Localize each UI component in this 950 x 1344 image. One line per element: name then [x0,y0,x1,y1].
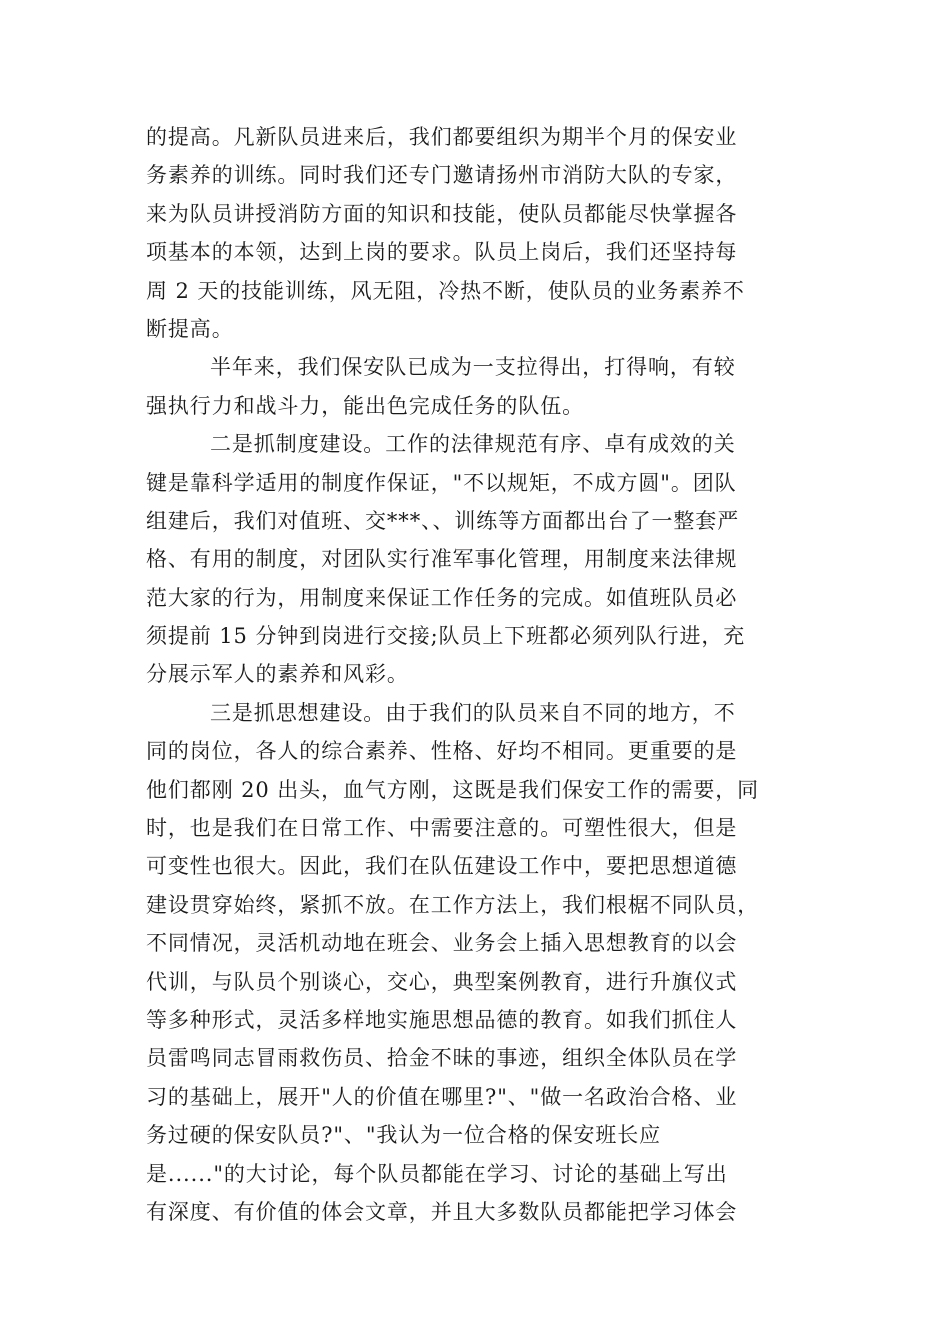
text-line: 的提高。凡新队员进来后，我们都要组织为期半个月的保安业 [146,125,738,149]
text-line: 来为队员讲授消防方面的知识和技能，使队员都能尽快掌握各 [146,201,738,226]
text-line: 务过硬的保安队员?"、"我认为一位合格的保安班长应 [146,1123,662,1148]
text-line: 断提高。 [146,316,234,341]
text-line: 有深度、有价值的体会文章，并且大多数队员都能把学习体会 [146,1199,738,1224]
text-line: 是......"的大讨论，每个队员都能在学习、讨论的基础上写出 [146,1161,728,1186]
text-line: 他们都刚 20 出头，血气方刚，这既是我们保安工作的需要，同 [146,777,760,802]
text-line: 不同情况，灵活机动地在班会、业务会上插入思想教育的以会 [146,931,738,956]
text-line: 时，也是我们在日常工作、中需要注意的。可塑性很大，但是 [146,816,738,841]
text-line: 员雷鸣同志冒雨救伤员、拾金不昧的事迹，组织全体队员在学 [146,1046,738,1071]
text-line: 强执行力和战斗力，能出色完成任务的队伍。 [146,393,584,418]
text-line: 须提前 15 分钟到岗进行交接;队员上下班都必须列队行进，充 [146,624,746,649]
paragraph-start-line: 三是抓思想建设。由于我们的队员来自不同的地方，不 [210,700,736,725]
text-line: 项基本的本领，达到上岗的要求。队员上岗后，我们还坚持每 [146,240,738,265]
text-line: 组建后，我们对值班、交***、、训练等方面都出台了一整套严 [146,508,740,533]
text-line: 周 2 天的技能训练，风无阻，冷热不断，使队员的业务素养不 [146,278,745,303]
paragraph-start-line: 半年来，我们保安队已成为一支拉得出，打得响，有较 [210,355,736,380]
text-line: 键是靠科学适用的制度作保证，"不以规矩，不成方圆"。团队 [146,470,737,495]
text-line: 习的基础上，展开"人的价值在哪里?"、"做一名政治合格、业 [146,1084,738,1109]
paragraph-start-line: 二是抓制度建设。工作的法律规范有序、卓有成效的关 [210,432,736,457]
body-text [146,118,806,1231]
text-line: 格、有用的制度，对团队实行准军事化管理，用制度来法律规 [146,547,738,572]
text-line: 代训，与队员个别谈心，交心，典型案例教育，进行升旗仪式 [146,969,738,994]
text-line: 同的岗位，各人的综合素养、性格、好均不相同。更重要的是 [146,739,738,764]
text-line: 范大家的行为，用制度来保证工作任务的完成。如值班队员必 [146,585,738,610]
text-line: 等多种形式，灵活多样地实施思想品德的教育。如我们抓住人 [146,1007,738,1032]
text-line: 可变性也很大。因此，我们在队伍建设工作中，要把思想道德 [146,854,738,879]
text-line: 分展示军人的素养和风彩。 [146,662,409,687]
text-line: 建设贯穿始终，紧抓不放。在工作方法上，我们根椐不同队员， [146,892,760,917]
text-line: 务素养的训练。同时我们还专门邀请扬州市消防大队的专家， [146,163,738,188]
